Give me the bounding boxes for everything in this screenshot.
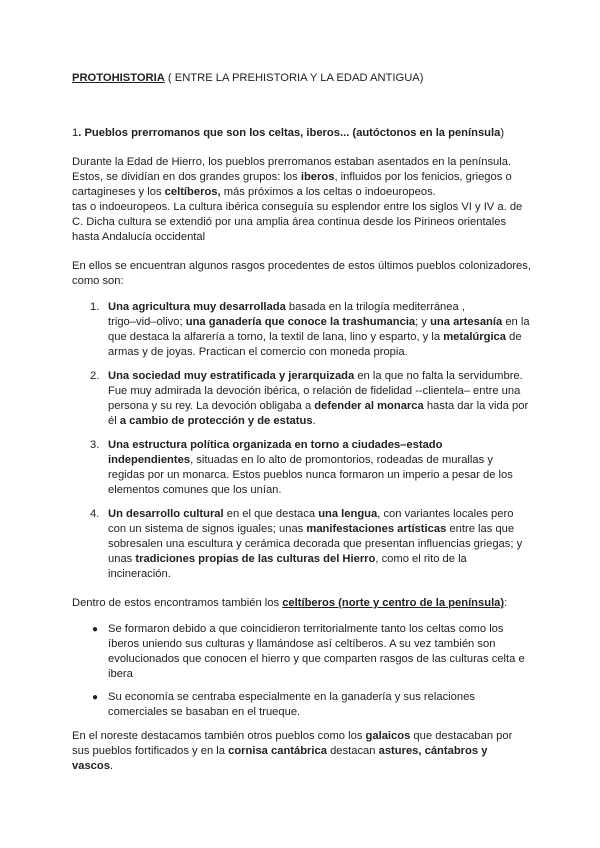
bullet-icon: ● [92, 624, 99, 635]
bullet-icon: ● [92, 692, 99, 703]
document-page: PROTOHISTORIA ( ENTRE LA PREHISTORIA Y LA EDAD ANTIGUA) 1. Pueblos prerromanos que son los celtas, iberos... (autóctonos en la península) Durante la Edad de Hierro, los pueblos prerromanos estaban asentados en la península. Estos, se dividían en dos grandes grupos: los iberos, influidos por los fenicios, griegos o cartagineses y los celtíberos, más próximos a los celtas o indoeuropeos. tas o indoeuropeos. La cultura ibérica conseguía su esplendor entre los siglos VI y IV a. de C. Dicha cultura se extendió por una amplia área continua desde los Pirineos orientales hasta Andalucía occidental En ellos se encuentran algunos rasgos procedentes de estos últimos pueblos colonizadores, como son: 1. Una agricultura muy desarrollada basada en la trilogía mediterránea , trigo–vid–olivo; una ganadería que conoce la trashumancia; y una artesanía en la que destaca la alfarería a torno, la textil de lana, lino y esparto, y la metalúrgica de armas y de joyas. Practican el comercio con moneda propia. 2. Una sociedad muy estratificada y jerarquizada en la que no falta la servidumbre. Fue muy admirada la devoción ibérica, o relación de fidelidad --clientela– entre una persona y su rey. La devoción obligaba a defender al monarca hasta dar la vida por él a cambio de protección y de estatus. 3. Una estructura política organizada en torno a ciudades–estado independientes, situadas en lo alto de promontorios, rodeadas de murallas y regidas por un monarca. Estos pueblos nunca formaron un imperio a pesar de los elementos comunes que los unían. 4. Un desarrollo cultural en el que destaca una lengua, con variantes locales pero con un sistema de signos iguales; unas manifestaciones artísticas entre las que sobresalen una escultura y cerámica decorada que presentan influencias griegas; y unas tradiciones propias de las culturas del Hierro, como el rito de la incineración. Dentro de estos encontramos también los celtíberos (norte y centro de la península): ● Se formaron debido a que coincidieron territorialmente tanto los celtas como los íberos uniendo sus culturas y llamándose así celtíberos. A su vez también son evolucionados que conocen el hierro y que comparten rasgos de las culturas celta e ibera ● Su economía se centraba especialmente en la ganadería y sus relaciones comerciales se basaban en el trueque. En el noreste destacamos también otros pueblos como los galaicos que destacaban por sus pueblos fortificados y en la cornisa cantábrica destacan astures, cántabros y vascos. [72, 72, 531, 772]
section-heading: 1. Pueblos prerromanos que son los celtas, iberos... (autóctonos en la península) [72, 127, 505, 139]
paragraph-celtiberos: Dentro de estos encontramos también los celtíberos (norte y centro de la península): [72, 597, 508, 609]
page-title: PROTOHISTORIA ( ENTRE LA PREHISTORIA Y LA EDAD ANTIGUA) [72, 72, 424, 84]
